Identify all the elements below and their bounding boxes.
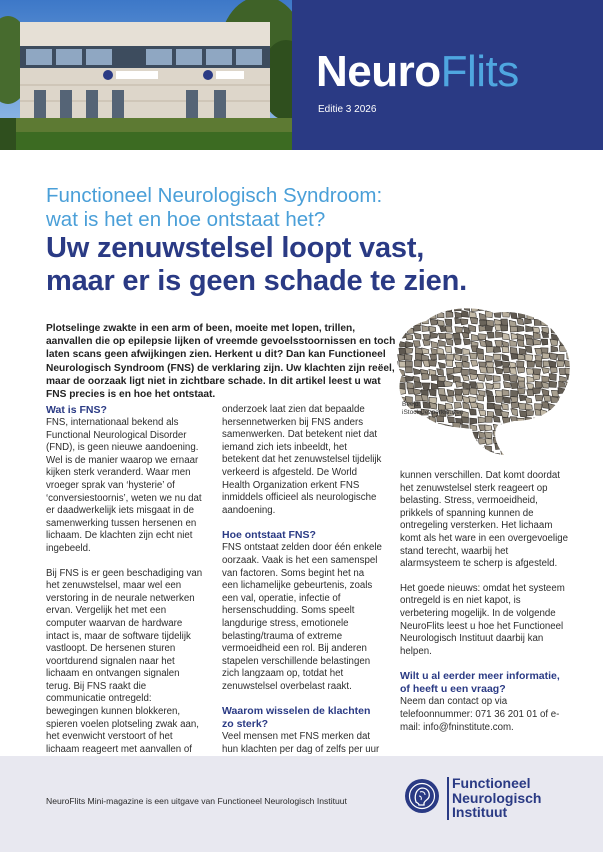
edition-label: Editie 3 2026 [318, 104, 377, 115]
image-credit [402, 401, 482, 417]
article-subtitle [46, 184, 566, 232]
title-line-2: maar er is geen schade te zien. [46, 265, 467, 297]
brain-mosaic-image [382, 305, 574, 463]
paragraph-6: kunnen verschillen. Dat komt doordat het zenuwstelsel sterk reageert op belasting. Stress, vermoeidheid, prikkels of spanning kunnen de ontregeling versterken. Het lichaam komt als het ware in een overgevoelige stand terecht, waarbij het alarmsysteem te scherp is afgesteld. [400, 470, 569, 570]
institute-logo-text [452, 776, 541, 820]
subtitle-line-2: wat is het en hoe ontstaat het? [46, 208, 326, 231]
heading-hoe-ontstaat-fns: Hoe ontstaat FNS? [222, 529, 316, 542]
logo-line-3: Instituut [452, 804, 508, 820]
subtitle-line-1: Functioneel Neurologisch Syndroom: [46, 184, 383, 207]
logo-line-1: Functioneel [452, 775, 531, 791]
paragraph-5: Veel mensen met FNS merken dat hun klachten per dag of zelfs per uur [222, 731, 380, 756]
paragraph-1: FNS, internationaal bekend als Functional Neurological Disorder (FND), is geen nieuwe aandoening. Wel is de manier waarop we ernaar kijken sterk veranderd. Waar men vroeger sprak van ‘hysterie’ of ‘conversiestoornis’, weten we nu dat er daadwerkelijk iets misgaat in de samenwerking tussen hersenen en lichaam. De klachten zijn echt niet ingebeeld. [46, 417, 202, 554]
title-line-1: Uw zenuwstelsel loopt vast, [46, 232, 425, 264]
paragraph-4: FNS ontstaat zelden door één enkele oorzaak. Vaak is het een samenspel van factoren. Soms begint het na een lichamelijke gebeurtenis, zoals een val, operatie, infectie of hersenschudding. Soms speelt langdurige stress, emotionele belasting/trauma of extreme vermoeidheid een rol. Bij anderen stapelen verschillende belastingen zich langzaam op, totdat het zenuwstelsel overbelast raakt. [222, 542, 382, 692]
logo-line-2: Neurologisch [452, 789, 542, 806]
paragraph-2: Bij FNS is er geen beschadiging van het zenuwstelsel, maar wel een verstoring in de neurale netwerken ervan. Vergelijk het met een computer waarvan de hardware intact is, maar de software tijdelijk vastloopt. De hersenen sturen voortdurend signalen naar het lichaam en ontvangen signalen terug. Bij FNS raakt die communicatie ontregeld: bewegingen kunnen blokkeren, spieren voelen plotseling zwak aan, het evenwicht verstoort of het lichaam reageert met aanvallen of [46, 567, 203, 755]
brand-flits: Flits [440, 47, 519, 96]
heading-meer-informatie: Wilt u al eerder meer informatie, of heeft u een vraag? [400, 670, 560, 696]
header-banner [0, 0, 603, 150]
paragraph-3: onderzoek laat zien dat bepaalde hersennetwerken bij FNS anders samenwerken. Dat betekent niet dat iemand zich iets inbeeldt, het betekent dat het zenuwstelsel tijdelijk verkeerd is afgesteld. De World Health Organization erkent FNS inmiddels officieel als neurologische aandoening. [222, 404, 382, 516]
heading-waarom-wisselen: Waarom wisselen de klachten zo sterk? [222, 705, 371, 731]
heading-wat-is-fns: Wat is FNS? [46, 404, 107, 416]
contact-paragraph: Neem dan contact op via telefoonnummer: 071 36 201 01 of e-mail: info@fninstitute.com. [400, 696, 560, 733]
brand-title [316, 46, 519, 98]
building-photo [0, 0, 292, 150]
column-1 [46, 404, 206, 781]
institute-logo-icon [404, 778, 440, 814]
image-credit-label: Beeld: [402, 401, 421, 408]
column-2 [222, 404, 382, 769]
article-title [46, 232, 576, 298]
logo-divider [447, 777, 449, 820]
image-credit-source: iStock/Jezperklauzen [402, 409, 464, 416]
column-3 [400, 470, 568, 746]
paragraph-7: Het goede nieuws: omdat het systeem ontregeld is en niet kapot, is verbetering mogelijk. In de volgende NeuroFlits leest u hoe het Functioneel Neurologisch Instituut daarbij kan helpen. [400, 582, 565, 657]
article-intro: Plotselinge zwakte in een arm of been, moeite met lopen, trillen, aanvallen die op epilepsie lijken of vreemde gevoelsstoornissen en toch laten scans geen afwijkingen zien. Herkent u dit? Dan kan Functioneel Neurologisch Syndroom (FNS) de verklaring zijn. Uw klachten zijn reëel, maar de oorzaak ligt niet in zichtbare schade. In dit artikel leest u wat FNS precies is en hoe het ontstaat. [46, 323, 396, 401]
brand-neuro: Neuro [316, 47, 441, 96]
footer-publisher-text: NeuroFlits Mini-magazine is een uitgave van Functioneel Neurologisch Instituut [46, 796, 347, 806]
